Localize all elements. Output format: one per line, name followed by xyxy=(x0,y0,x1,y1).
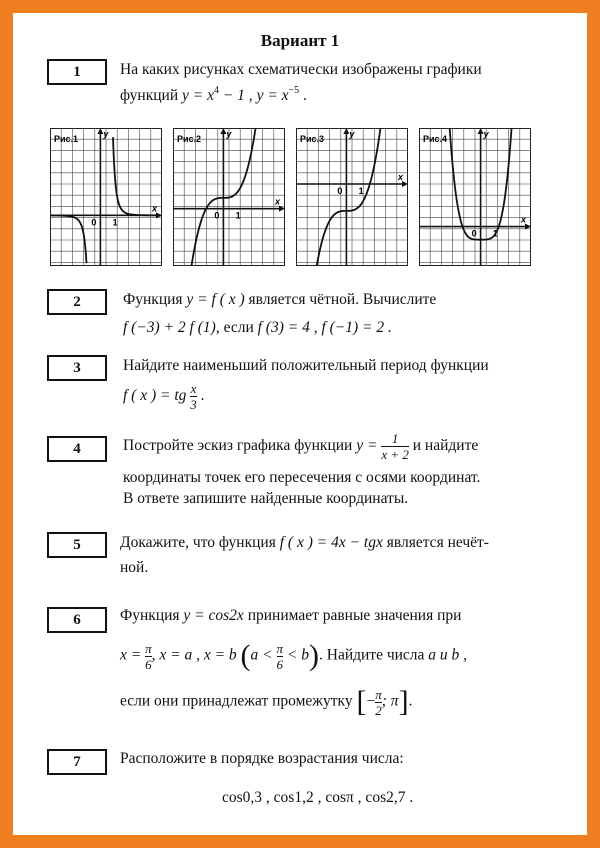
y-axis-label: y xyxy=(483,129,489,139)
task-6-fraction-3: $\frac{\pi}{2}$ xyxy=(375,686,382,718)
page-title: Вариант 1 xyxy=(260,31,340,50)
task-3-period: . xyxy=(200,387,205,405)
task-2-conditions: f (3) = 4 , f (−1) = 2 . xyxy=(257,319,392,336)
task-5-number: 5 xyxy=(47,532,107,558)
task-6-number: 6 xyxy=(47,607,107,633)
worksheet-page xyxy=(13,13,587,835)
task-2-text-line1 xyxy=(123,291,436,309)
figure-label: Рис.3 xyxy=(300,134,325,144)
task-1-text-line1: На каких рисунках схематически изображены графики xyxy=(120,61,482,78)
task-2-condition-word: , если xyxy=(215,319,254,336)
task-6-fraction-2: $\frac{\pi}{6}$ xyxy=(276,640,284,672)
origin-label: 0 xyxy=(337,186,343,196)
y-axis-label: y xyxy=(226,129,232,139)
task-6-interval-text: если они принадлежат промежутку xyxy=(120,692,353,710)
origin-label: 0 xyxy=(91,217,97,228)
x-axis-label: x xyxy=(521,214,527,225)
task-1-formula-2: $y = x^{-5}$ xyxy=(256,85,300,104)
task-2-text-line2 xyxy=(123,319,392,337)
figure-label: Рис.2 xyxy=(177,134,202,144)
graph-figure-2 xyxy=(173,128,285,266)
graph-figure-4 xyxy=(419,128,531,266)
task-4-text-line3: В ответе запишите найденные координаты. xyxy=(123,490,409,507)
task-7-text-line2: cos0,3 , cos1,2 , cosπ , cos2,7 . xyxy=(222,789,414,806)
task-1-word: функций xyxy=(120,87,179,104)
task-7-text-line1: Расположите в порядке возрастания числа: xyxy=(120,750,404,767)
task-6-left-bracket: [ xyxy=(356,685,367,718)
graph-figure-1 xyxy=(50,128,162,266)
task-6-formula: y = cos2x xyxy=(183,607,244,624)
task-6-x-eq: x = xyxy=(120,646,142,664)
task-6-minus: − xyxy=(366,692,376,710)
origin-label: 0 xyxy=(214,210,220,221)
task-3-number: 3 xyxy=(47,355,107,381)
task-6-right-bracket: ] xyxy=(398,685,409,718)
task-6-ineq-right: < b xyxy=(286,646,309,664)
figure-label: Рис.1 xyxy=(54,134,79,144)
task-6-ab: a и b , xyxy=(428,646,468,664)
task-3-text-line1: Найдите наименьший положительный период функции xyxy=(123,357,489,374)
y-axis-label: y xyxy=(349,129,355,139)
task-5-formula: f ( x ) = 4x − tgx xyxy=(279,534,383,551)
figure-label: Рис.4 xyxy=(423,134,448,144)
task-6-text-line3 xyxy=(120,685,412,719)
task-2-expression: f (−3) + 2 f (1) xyxy=(123,319,216,336)
task-6-word: Функция xyxy=(120,607,180,624)
task-1-period: . xyxy=(303,87,307,104)
task-3-formula: f ( x ) = tg xyxy=(123,387,187,405)
origin-label: 0 xyxy=(471,228,477,239)
unit-label: 1 xyxy=(235,210,241,221)
task-1-text-line2 xyxy=(120,87,307,105)
task-3-fraction: $\frac{x}{3}$ xyxy=(190,381,197,412)
y-axis-label: y xyxy=(103,129,109,139)
task-4-number: 4 xyxy=(47,436,107,462)
x-axis-label: x xyxy=(152,203,158,214)
task-5-text-end: является нечёт- xyxy=(386,534,489,551)
unit-label: 1 xyxy=(358,186,364,196)
task-6-text-line2 xyxy=(120,639,467,673)
task-6-text: принимает равные значения при xyxy=(247,607,462,624)
unit-label: 1 xyxy=(112,217,118,228)
task-4-formula: y = xyxy=(356,437,378,455)
task-7-number: 7 xyxy=(47,749,107,775)
task-6-period: . xyxy=(408,692,413,710)
task-6-right-paren: ) xyxy=(309,639,319,672)
task-2-formula: y = f ( x ) xyxy=(186,291,245,308)
task-4-text: Постройте эскиз графика функции xyxy=(123,437,353,455)
task-6-left-paren: ( xyxy=(240,639,251,672)
task-1-formula-1: $y = x^4 - 1$ , xyxy=(182,85,253,104)
task-5-text-line2: ной. xyxy=(120,559,149,576)
task-5-text: Докажите, что функция xyxy=(120,534,276,551)
task-1-number: 1 xyxy=(47,59,107,85)
task-2-text: является чётной. Вычислите xyxy=(248,291,437,308)
task-3-text-line2 xyxy=(123,381,205,412)
unit-label: 1 xyxy=(492,228,498,239)
task-4-text-line2: координаты точек его пересечения с осями координат. xyxy=(123,469,481,486)
task-2-number: 2 xyxy=(47,289,107,315)
task-6-find: . Найдите числа xyxy=(319,646,425,664)
task-5-text-line1 xyxy=(120,534,489,552)
x-axis-label: x xyxy=(398,172,404,182)
task-6-ineq-left: a < xyxy=(250,646,273,664)
task-4-fraction: $\frac{1}{x + 2}$ xyxy=(381,431,409,462)
x-axis-label: x xyxy=(275,196,281,207)
graph-figure-3 xyxy=(296,128,408,266)
task-4-text-end: и найдите xyxy=(412,437,479,455)
task-6-fraction-1: $\frac{\pi}{6}$ xyxy=(145,640,152,672)
task-6-text-line1 xyxy=(120,607,461,625)
task-6-values: , x = a , x = b xyxy=(151,646,237,664)
task-6-interval-end: ; π xyxy=(381,692,399,710)
task-4-text-line1 xyxy=(123,431,478,462)
task-2-word: Функция xyxy=(123,291,183,308)
